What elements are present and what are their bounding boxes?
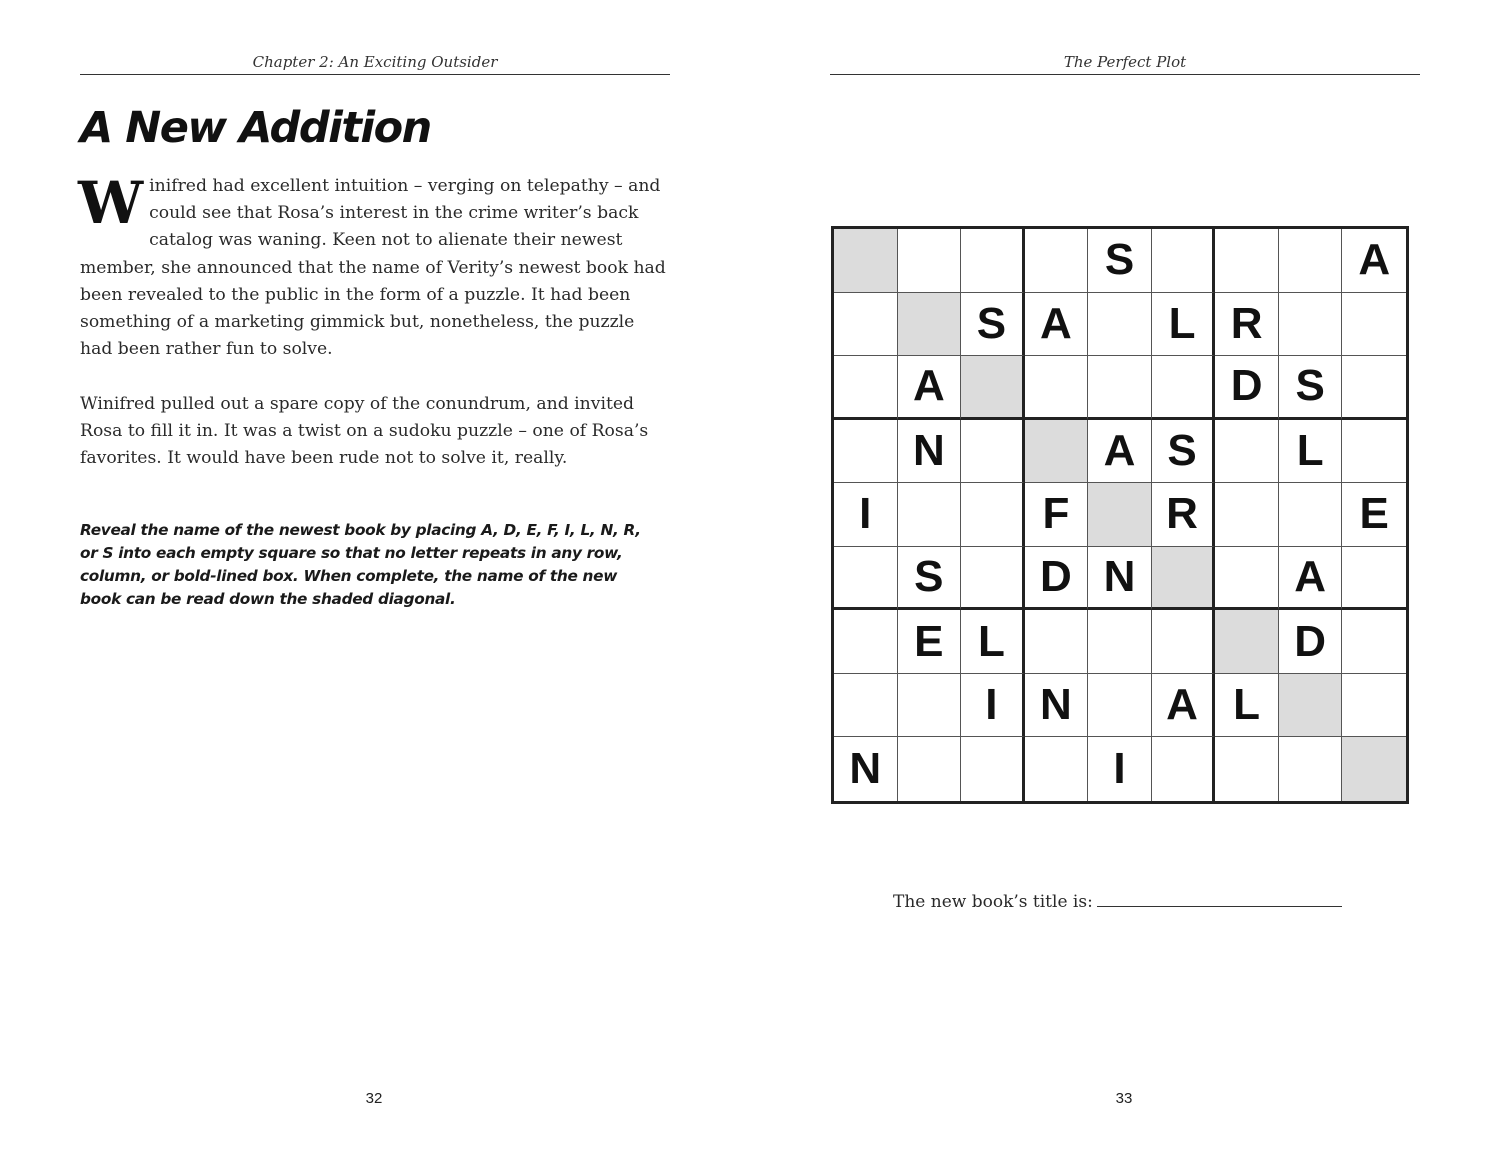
grid-cell-empty[interactable] — [898, 483, 962, 547]
grid-cell-empty[interactable] — [961, 737, 1025, 801]
grid-cell-empty[interactable] — [1088, 483, 1152, 547]
grid-cell-empty[interactable] — [1152, 356, 1216, 420]
answer-line — [893, 888, 1342, 912]
grid-cell-given: S — [1088, 229, 1152, 293]
right-page — [750, 0, 1500, 1158]
grid-cell-given: N — [1088, 547, 1152, 611]
grid-cell-given: A — [1152, 674, 1216, 738]
grid-cell-given: S — [961, 293, 1025, 357]
puzzle-instructions: Reveal the name of the newest book by placing A, D, E, F, I, L, N, R, or S into each empty square so that no letter repeats in any row, column, or bold-lined box. When complete, the name of the new book can be read down the shaded diagonal. — [80, 521, 641, 608]
page-number-right: 33 — [1115, 1090, 1133, 1107]
grid-cell-empty[interactable] — [834, 356, 898, 420]
grid-cell-given: N — [898, 420, 962, 484]
grid-cell-empty[interactable] — [1215, 610, 1279, 674]
grid-cell-given: L — [1215, 674, 1279, 738]
grid-cell-empty[interactable] — [1342, 674, 1406, 738]
grid-cell-empty[interactable] — [1342, 293, 1406, 357]
paragraph-1-text: inifred had excellent intuition – verging on telepathy – and could see that Rosa’s interest in the crime writer’s back catalog was waning. Keen not to alienate their newest member, she announced that the name of Verity’s newest book had been revealed to the public in the form of a puzzle. It had been something of a marketing gimmick but, nonetheless, the puzzle had been rather fun to solve. — [80, 176, 666, 360]
grid-cell-empty[interactable] — [1342, 356, 1406, 420]
grid-cell-empty[interactable] — [1088, 356, 1152, 420]
grid-cell-empty[interactable] — [1342, 610, 1406, 674]
running-head-left: Chapter 2: An Exciting Outsider — [80, 52, 670, 75]
grid-cell-empty[interactable] — [834, 547, 898, 611]
page-number-left: 32 — [365, 1090, 383, 1107]
grid-cell-empty[interactable] — [834, 420, 898, 484]
grid-cell-empty[interactable] — [1279, 737, 1343, 801]
grid-cell-empty[interactable] — [1279, 293, 1343, 357]
grid-cell-given: D — [1025, 547, 1089, 611]
grid-cell-empty[interactable] — [898, 737, 962, 801]
grid-cell-given: R — [1215, 293, 1279, 357]
grid-cell-given: A — [1025, 293, 1089, 357]
grid-cell-empty[interactable] — [1279, 674, 1343, 738]
grid-cell-given: R — [1152, 483, 1216, 547]
grid-cell-empty[interactable] — [1025, 420, 1089, 484]
grid-cell-empty[interactable] — [1025, 229, 1089, 293]
grid-cell-given: F — [1025, 483, 1089, 547]
grid-cell-empty[interactable] — [1279, 483, 1343, 547]
grid-cell-empty[interactable] — [1088, 293, 1152, 357]
drop-cap: W — [78, 169, 144, 237]
grid-cell-empty[interactable] — [1215, 483, 1279, 547]
grid-cell-given: E — [1342, 483, 1406, 547]
grid-cell-given: N — [834, 737, 898, 801]
grid-cell-given: D — [1215, 356, 1279, 420]
grid-cell-given: A — [1279, 547, 1343, 611]
grid-cell-given: I — [834, 483, 898, 547]
grid-cell-empty[interactable] — [1088, 674, 1152, 738]
grid-cell-empty[interactable] — [961, 229, 1025, 293]
grid-cell-empty[interactable] — [1342, 737, 1406, 801]
grid-cell-empty[interactable] — [1025, 610, 1089, 674]
grid-cell-empty[interactable] — [961, 483, 1025, 547]
grid-cell-given: L — [961, 610, 1025, 674]
grid-cell-empty[interactable] — [1215, 737, 1279, 801]
sudoku-grid — [831, 226, 1409, 804]
grid-cell-given: S — [1152, 420, 1216, 484]
grid-cell-empty[interactable] — [834, 229, 898, 293]
paragraph-2: Winifred pulled out a spare copy of the conundrum, and invited Rosa to fill it in. It was a twist on a sudoku puzzle – one of Rosa’s favorites. It would have been rude not to solve it, really. — [80, 394, 649, 469]
grid-cell-empty[interactable] — [1215, 420, 1279, 484]
answer-prompt: The new book’s title is: — [893, 892, 1093, 912]
grid-cell-empty[interactable] — [1342, 547, 1406, 611]
grid-cell-given: I — [961, 674, 1025, 738]
grid-cell-empty[interactable] — [834, 293, 898, 357]
chapter-title: A New Addition — [80, 103, 431, 153]
grid-cell-empty[interactable] — [1025, 356, 1089, 420]
grid-cell-given: N — [1025, 674, 1089, 738]
grid-cell-empty[interactable] — [834, 674, 898, 738]
grid-cell-empty[interactable] — [1152, 737, 1216, 801]
running-head-right: The Perfect Plot — [830, 52, 1420, 75]
grid-cell-given: D — [1279, 610, 1343, 674]
grid-cell-empty[interactable] — [834, 610, 898, 674]
grid-cell-empty[interactable] — [961, 356, 1025, 420]
grid-cell-empty[interactable] — [898, 293, 962, 357]
paragraph-1 — [78, 169, 670, 363]
grid-cell-empty[interactable] — [961, 420, 1025, 484]
grid-cell-empty[interactable] — [1025, 737, 1089, 801]
grid-cell-empty[interactable] — [1215, 547, 1279, 611]
grid-cell-empty[interactable] — [1152, 610, 1216, 674]
grid-cell-given: A — [1342, 229, 1406, 293]
grid-cell-empty[interactable] — [898, 674, 962, 738]
answer-blank[interactable] — [1097, 888, 1342, 907]
grid-cell-given: L — [1152, 293, 1216, 357]
grid-cell-empty[interactable] — [1342, 420, 1406, 484]
grid-cell-given: L — [1279, 420, 1343, 484]
grid-cell-empty[interactable] — [1215, 229, 1279, 293]
grid-cell-empty[interactable] — [898, 229, 962, 293]
grid-cell-empty[interactable] — [1152, 229, 1216, 293]
grid-cell-empty[interactable] — [1088, 610, 1152, 674]
grid-cell-given: A — [1088, 420, 1152, 484]
grid-cell-empty[interactable] — [1279, 229, 1343, 293]
grid-cell-given: S — [898, 547, 962, 611]
grid-cell-given: S — [1279, 356, 1343, 420]
grid-cell-empty[interactable] — [961, 547, 1025, 611]
grid-cell-given: E — [898, 610, 962, 674]
grid-cell-given: A — [898, 356, 962, 420]
grid-cell-given: I — [1088, 737, 1152, 801]
grid-cell-empty[interactable] — [1152, 547, 1216, 611]
